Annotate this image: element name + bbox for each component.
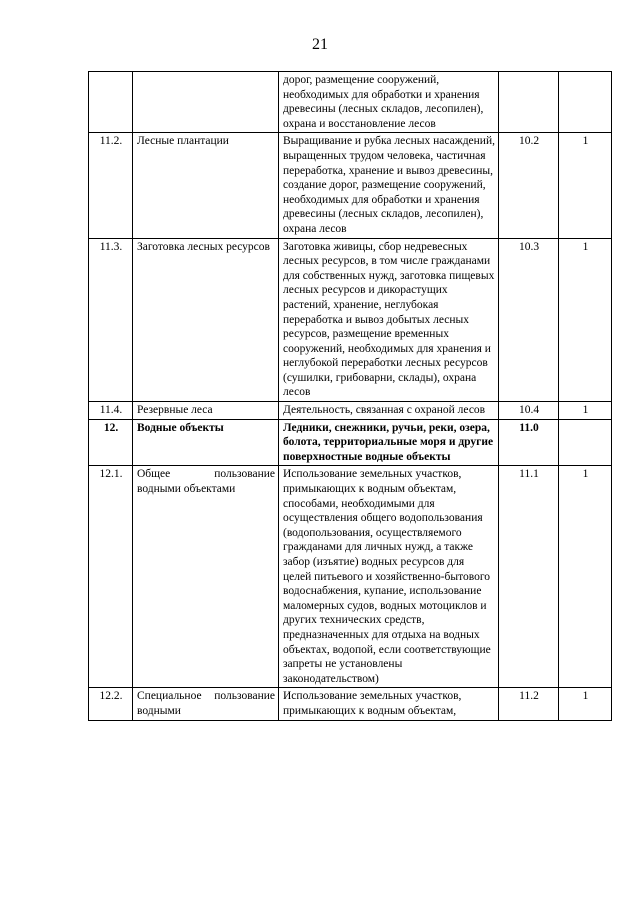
row-description: Заготовка живицы, сбор недревесных лесных ресурсов, в том числе гражданами для собственных нужд, заготовка пищевых лесных ресурсов и дикорастущих растений, хранение, неглубокая переработка и вывоз добытых лесных ресурсов, размещение временных сооружений, необходимых для хранения и неглубокой переработки лесных ресурсов (сушилки, грибоварни, склады), охрана лесов: [279, 238, 499, 402]
row-number: 11.3.: [89, 238, 133, 402]
row-name: Заготовка лесных ресурсов: [133, 238, 279, 402]
row-name: Общее пользование водными объектами: [133, 466, 279, 688]
row-code: 10.3: [499, 238, 559, 402]
table-row: [89, 72, 612, 133]
row-description: дорог, размещение сооружений, необходимых для обработки и хранения древесины (лесных складов, лесопилен), охрана и восстановление лесов: [279, 72, 499, 133]
row-number: [89, 72, 133, 133]
table-row: [89, 238, 612, 402]
row-value: [559, 72, 612, 133]
row-number: 12.1.: [89, 466, 133, 688]
row-value: 1: [559, 402, 612, 420]
table-row: [89, 402, 612, 420]
row-description: Использование земельных участков, примыкающих к водным объектам,: [279, 688, 499, 720]
row-value: 1: [559, 688, 612, 720]
row-code: 11.0: [499, 419, 559, 466]
row-code: 11.2: [499, 688, 559, 720]
row-value: 1: [559, 133, 612, 238]
row-description: Использование земельных участков, примыкающих к водным объектам, способами, необходимыми для осуществления общего водопользования (водопользования, осуществляемого гражданами для личных нужд, а также забор (изъятие) водных ресурсов для целей питьевого и хозяйственно-бытового водоснабжения, купание, использование маломерных судов, водных мотоциклов и других технических средств, предназначенных для отдыха на водных объектах, водопой, если соответствующие запреты не установлены законодательством): [279, 466, 499, 688]
table-row: [89, 466, 612, 688]
table-row: [89, 133, 612, 238]
row-number: 12.: [89, 419, 133, 466]
row-code: [499, 72, 559, 133]
row-code: 10.4: [499, 402, 559, 420]
row-name: Лесные плантации: [133, 133, 279, 238]
row-code: 11.1: [499, 466, 559, 688]
row-description: Деятельность, связанная с охраной лесов: [279, 402, 499, 420]
row-description: Выращивание и рубка лесных насаждений, выращенных трудом человека, частичная переработка, хранение и вывоз древесины, создание дорог, размещение сооружений, необходимых для обработки и хранения древесины (лесных складов, лесопилен), охрана лесов: [279, 133, 499, 238]
row-description: Ледники, снежники, ручьи, реки, озера, болота, территориальные моря и другие поверхностные водные объекты: [279, 419, 499, 466]
row-code: 10.2: [499, 133, 559, 238]
row-number: 11.4.: [89, 402, 133, 420]
page-number: 21: [312, 36, 328, 53]
row-value: [559, 419, 612, 466]
table-row-section: [89, 419, 612, 466]
row-name: Водные объекты: [133, 419, 279, 466]
row-number: 11.2.: [89, 133, 133, 238]
land-use-table: [88, 71, 612, 721]
row-value: 1: [559, 466, 612, 688]
row-value: 1: [559, 238, 612, 402]
row-number: 12.2.: [89, 688, 133, 720]
table-row: [89, 688, 612, 720]
row-name: Резервные леса: [133, 402, 279, 420]
row-name: Специальное пользование водными: [133, 688, 279, 720]
row-name: [133, 72, 279, 133]
